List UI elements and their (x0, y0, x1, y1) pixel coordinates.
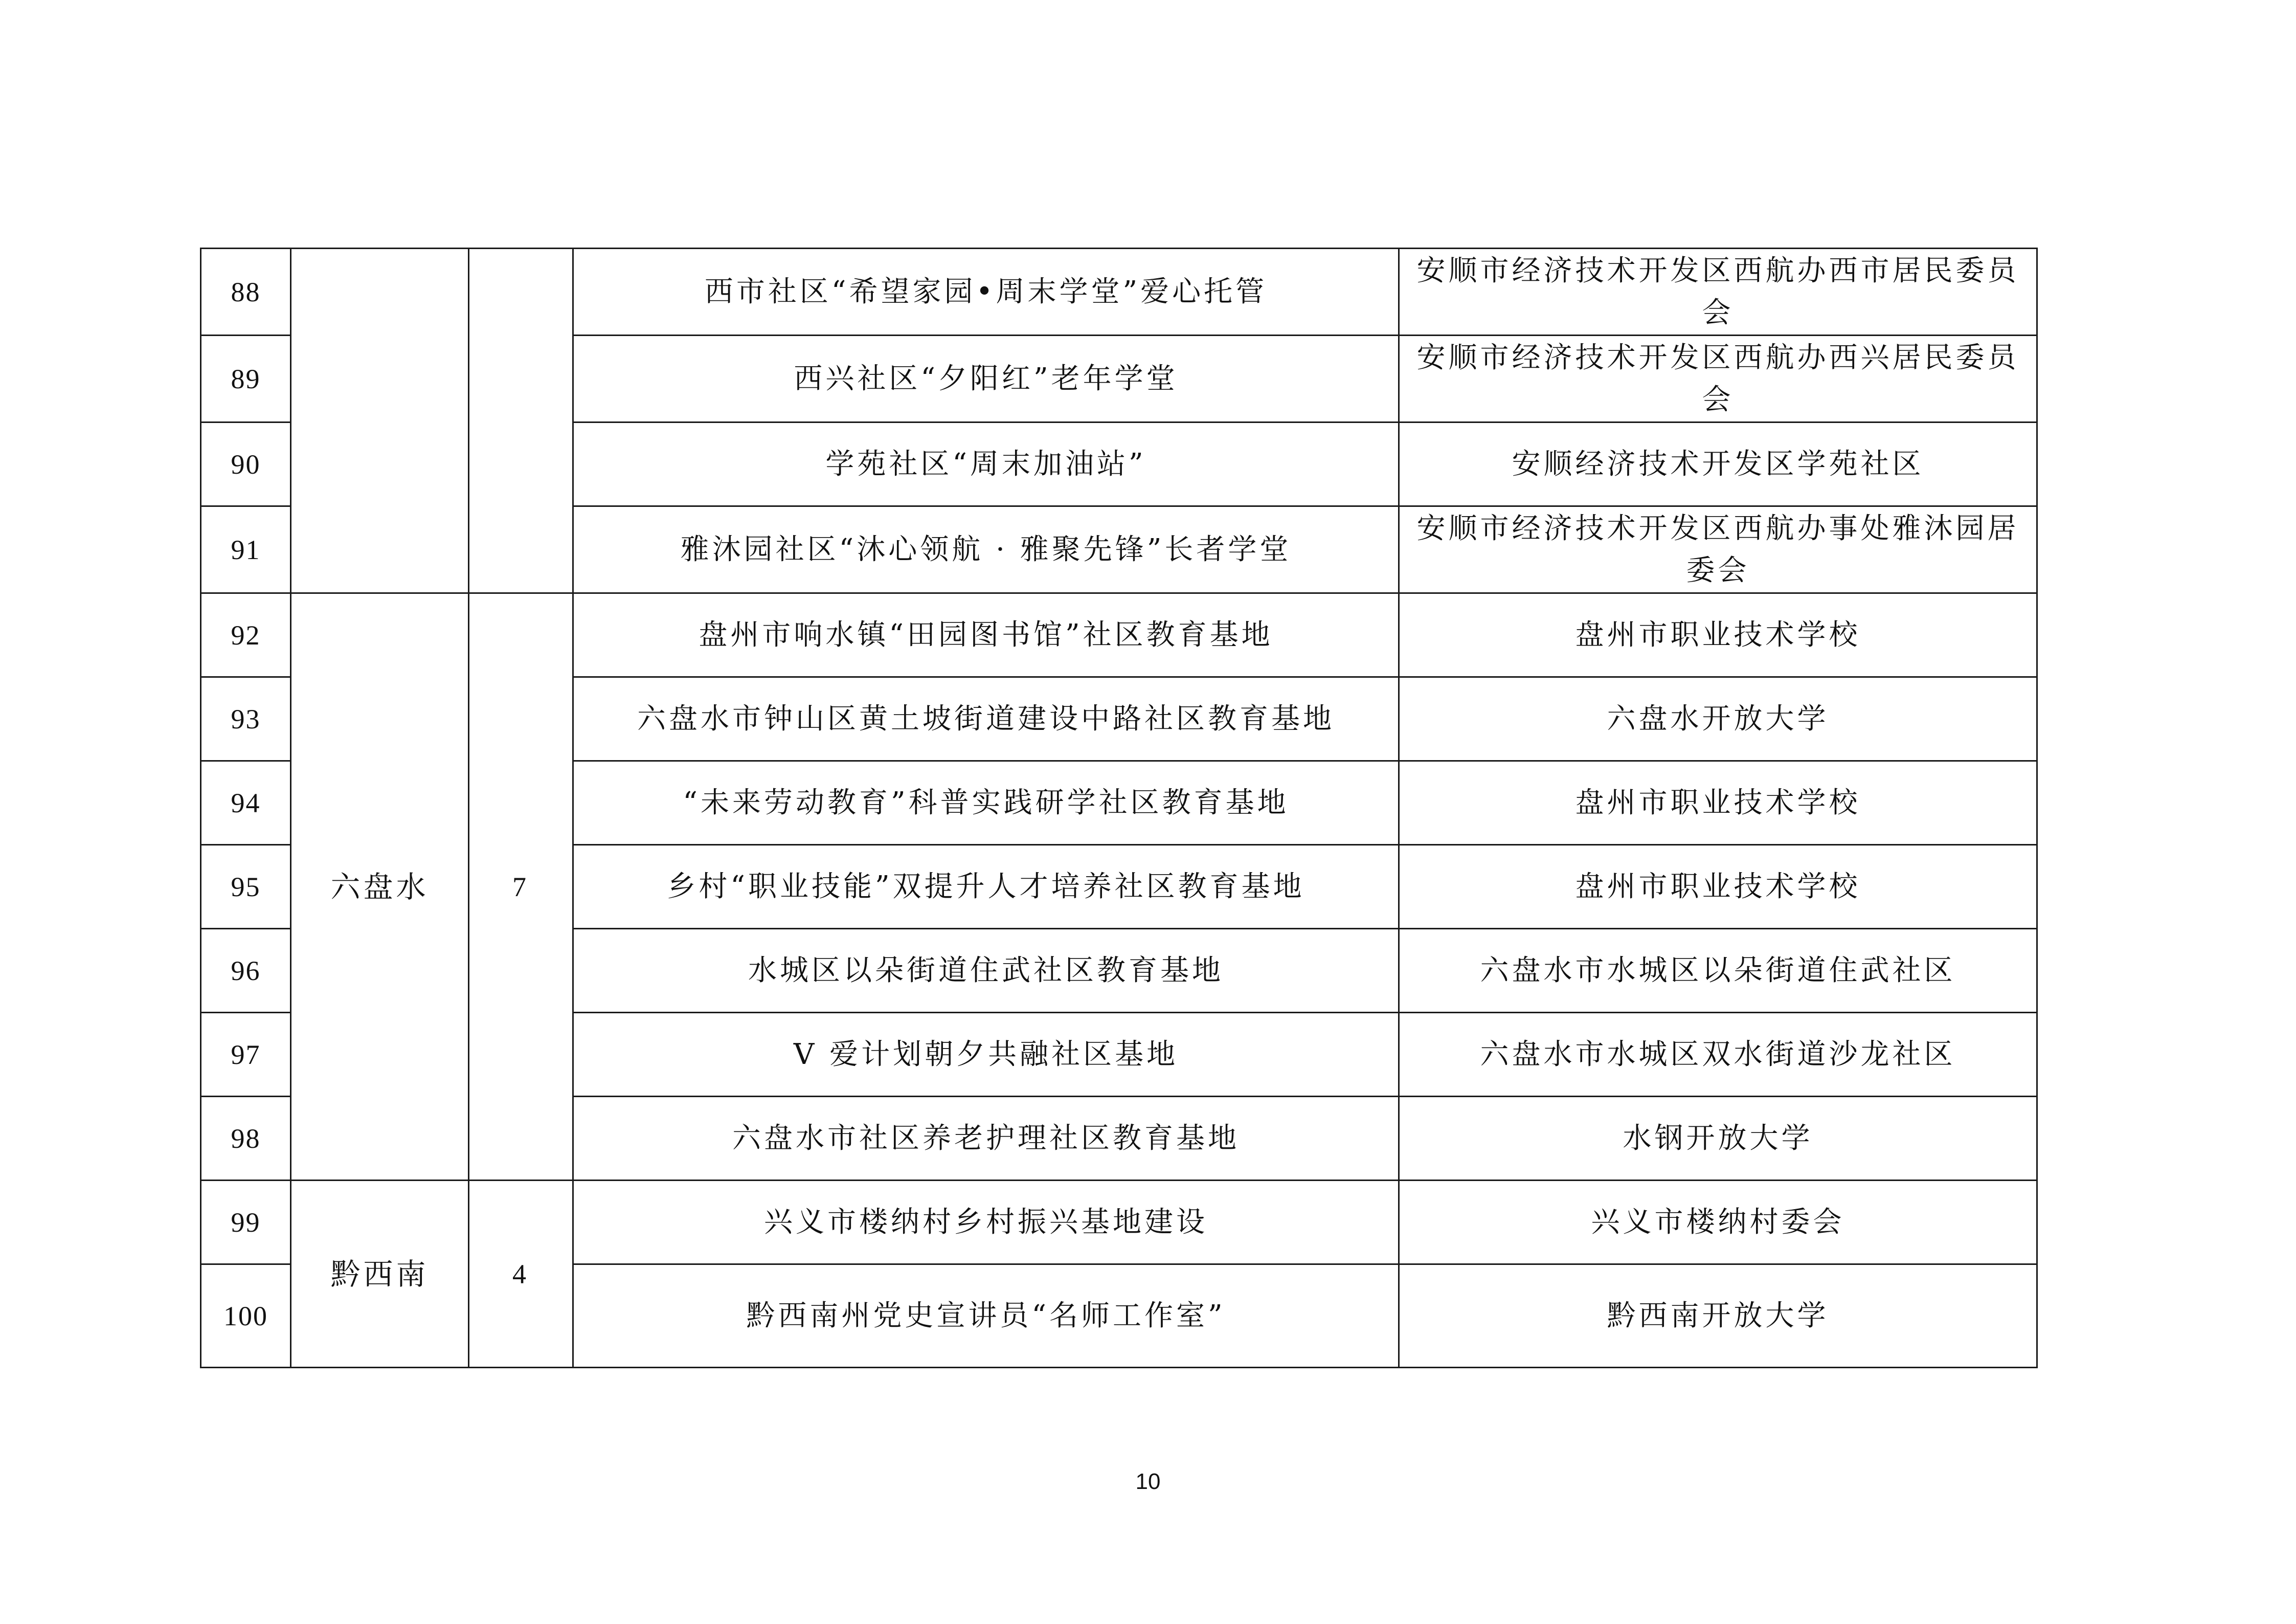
row-number: 96 (201, 929, 291, 1013)
host-unit: 六盘水开放大学 (1399, 677, 2037, 761)
base-list-table (200, 248, 2038, 1368)
row-number: 98 (201, 1097, 291, 1181)
table-row (201, 593, 2037, 677)
base-name: “未来劳动教育”科普实践研学社区教育基地 (573, 761, 1399, 845)
base-name: 六盘水市钟山区黄土坡街道建设中路社区教育基地 (573, 677, 1399, 761)
host-unit: 安顺市经济技术开发区西航办西市居民委员会 (1399, 249, 2037, 336)
row-number: 89 (201, 336, 291, 422)
base-name: 雅沐园社区“沐心领航 · 雅聚先锋”长者学堂 (573, 506, 1399, 593)
table-row (201, 249, 2037, 336)
row-number: 95 (201, 845, 291, 929)
base-name: 西兴社区“夕阳红”老年学堂 (573, 336, 1399, 422)
base-name: 水城区以朵街道住武社区教育基地 (573, 929, 1399, 1013)
row-number: 88 (201, 249, 291, 336)
base-name: 西市社区“希望家园•周末学堂”爱心托管 (573, 249, 1399, 336)
row-number: 97 (201, 1013, 291, 1097)
host-unit: 六盘水市水城区双水街道沙龙社区 (1399, 1013, 2037, 1097)
region-cell: 六盘水 (291, 593, 469, 1181)
row-number: 94 (201, 761, 291, 845)
host-unit: 水钢开放大学 (1399, 1097, 2037, 1181)
host-unit: 黔西南开放大学 (1399, 1264, 2037, 1368)
page-number: 10 (1135, 1469, 1161, 1494)
base-name: 兴义市楼纳村乡村振兴基地建设 (573, 1181, 1399, 1264)
base-name: 盘州市响水镇“田园图书馆”社区教育基地 (573, 593, 1399, 677)
host-unit: 盘州市职业技术学校 (1399, 845, 2037, 929)
region-cell (291, 249, 469, 593)
row-number: 99 (201, 1181, 291, 1264)
host-unit: 安顺市经济技术开发区西航办西兴居民委员会 (1399, 336, 2037, 422)
host-unit: 安顺市经济技术开发区西航办事处雅沐园居委会 (1399, 506, 2037, 593)
row-number: 90 (201, 422, 291, 506)
base-name: 学苑社区“周末加油站” (573, 422, 1399, 506)
count-cell: 4 (469, 1181, 573, 1368)
host-unit: 兴义市楼纳村委会 (1399, 1181, 2037, 1264)
base-name: 六盘水市社区养老护理社区教育基地 (573, 1097, 1399, 1181)
base-name: 乡村“职业技能”双提升人才培养社区教育基地 (573, 845, 1399, 929)
row-number: 91 (201, 506, 291, 593)
host-unit: 盘州市职业技术学校 (1399, 761, 2037, 845)
host-unit: 安顺经济技术开发区学苑社区 (1399, 422, 2037, 506)
host-unit: 六盘水市水城区以朵街道住武社区 (1399, 929, 2037, 1013)
host-unit: 盘州市职业技术学校 (1399, 593, 2037, 677)
base-name: V 爱计划朝夕共融社区基地 (573, 1013, 1399, 1097)
row-number: 93 (201, 677, 291, 761)
table-row (201, 1181, 2037, 1264)
count-cell: 7 (469, 593, 573, 1181)
row-number: 92 (201, 593, 291, 677)
row-number: 100 (201, 1264, 291, 1368)
count-cell (469, 249, 573, 593)
base-name: 黔西南州党史宣讲员“名师工作室” (573, 1264, 1399, 1368)
region-cell: 黔西南 (291, 1181, 469, 1368)
